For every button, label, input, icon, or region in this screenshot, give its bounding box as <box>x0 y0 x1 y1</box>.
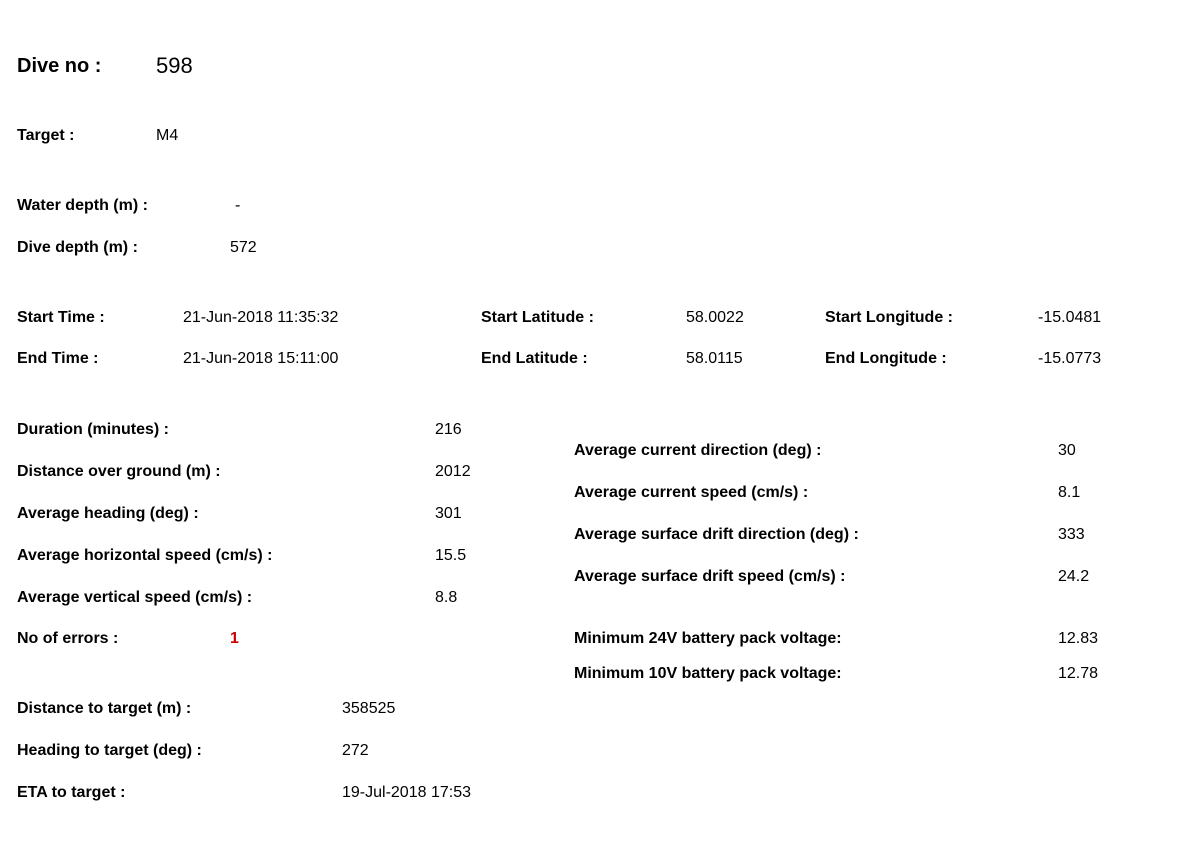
end-latitude-label: End Latitude : <box>481 350 588 367</box>
eta-to-target-label: ETA to target : <box>17 784 126 801</box>
start-longitude-value: -15.0481 <box>1038 309 1102 326</box>
average-horizontal-speed-label: Average horizontal speed (cm/s) : <box>17 547 273 564</box>
distance-to-target-label: Distance to target (m) : <box>17 700 192 717</box>
water-depth-label: Water depth (m) : <box>17 197 148 214</box>
dive-no-value: 598 <box>156 53 193 78</box>
average-current-direction-value: 30 <box>1058 442 1076 459</box>
water-depth-value: - <box>235 197 241 214</box>
start-time-label: Start Time : <box>17 309 105 326</box>
end-latitude-value: 58.0115 <box>686 350 743 367</box>
heading-to-target-label: Heading to target (deg) : <box>17 742 202 759</box>
start-time-value: 21-Jun-2018 11:35:32 <box>183 309 339 326</box>
average-current-speed-value: 8.1 <box>1058 484 1081 501</box>
distance-to-target-value: 358525 <box>342 700 396 717</box>
duration-label: Duration (minutes) : <box>17 421 169 438</box>
target-label: Target : <box>17 127 75 144</box>
start-latitude-value: 58.0022 <box>686 309 744 326</box>
target-value: M4 <box>156 127 179 144</box>
min-24v-battery-value: 12.83 <box>1058 630 1099 647</box>
min-10v-battery-value: 12.78 <box>1058 665 1099 682</box>
dive-depth-label: Dive depth (m) : <box>17 239 138 256</box>
average-surface-drift-speed-value: 24.2 <box>1058 568 1090 585</box>
distance-over-ground-label: Distance over ground (m) : <box>17 463 221 480</box>
start-latitude-label: Start Latitude : <box>481 309 594 326</box>
distance-over-ground-value: 2012 <box>435 463 471 480</box>
average-heading-value: 301 <box>435 505 462 522</box>
average-current-direction-label: Average current direction (deg) : <box>574 442 822 459</box>
errors-label: No of errors : <box>17 630 119 647</box>
average-horizontal-speed-value: 15.5 <box>435 547 467 564</box>
average-surface-drift-direction-value: 333 <box>1058 526 1085 543</box>
average-heading-label: Average heading (deg) : <box>17 505 199 522</box>
average-surface-drift-speed-label: Average surface drift speed (cm/s) : <box>574 568 846 585</box>
end-longitude-label: End Longitude : <box>825 350 947 367</box>
end-time-label: End Time : <box>17 350 99 367</box>
start-longitude-label: Start Longitude : <box>825 309 953 326</box>
eta-to-target-value: 19-Jul-2018 17:53 <box>342 784 471 801</box>
end-time-value: 21-Jun-2018 15:11:00 <box>183 350 339 367</box>
heading-to-target-value: 272 <box>342 742 369 759</box>
average-current-speed-label: Average current speed (cm/s) : <box>574 484 809 501</box>
average-vertical-speed-label: Average vertical speed (cm/s) : <box>17 589 253 606</box>
average-surface-drift-direction-label: Average surface drift direction (deg) : <box>574 526 859 543</box>
duration-value: 216 <box>435 421 462 438</box>
average-vertical-speed-value: 8.8 <box>435 589 458 606</box>
errors-count-value: 1 <box>230 630 239 647</box>
end-longitude-value: -15.0773 <box>1038 350 1102 367</box>
dive-no-label: Dive no : <box>17 55 102 77</box>
dive-depth-value: 572 <box>230 239 257 256</box>
min-24v-battery-label: Minimum 24V battery pack voltage: <box>574 630 842 647</box>
min-10v-battery-label: Minimum 10V battery pack voltage: <box>574 665 842 682</box>
